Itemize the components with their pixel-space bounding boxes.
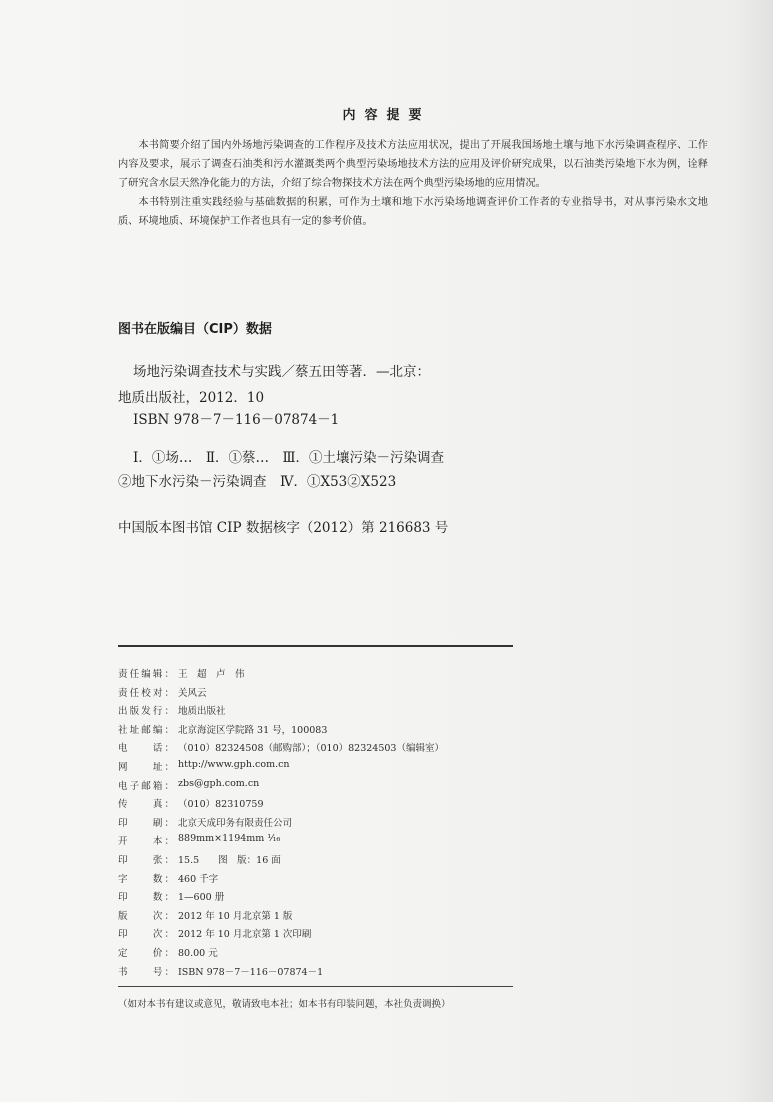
cip-record-number: 中国版本图书馆 CIP 数据核字（2012）第 216683 号 <box>118 520 449 536</box>
imprint-label: 社址邮编： <box>118 724 174 736</box>
scan-edge-shadow <box>733 0 773 1102</box>
imprint-value: （010）82310759 <box>178 799 264 811</box>
imprint-value: http://www.gph.com.cn <box>178 759 290 770</box>
imprint-value: 460 千字 <box>178 873 219 885</box>
imprint-row <box>118 964 323 982</box>
imprint-bottom-rule <box>118 986 513 987</box>
imprint-value: 北京天成印务有限责任公司 <box>178 817 293 829</box>
imprint-label: 版 次： <box>118 910 174 922</box>
imprint-row <box>118 852 281 870</box>
imprint-row <box>118 759 290 777</box>
cip-classification-line-1: Ⅰ．①场… Ⅱ．①蔡… Ⅲ．①土壤污染－污染调查 <box>133 450 445 466</box>
imprint-row <box>118 926 311 944</box>
imprint-label: 印 数： <box>118 892 174 904</box>
imprint-label: 印 次： <box>118 929 174 941</box>
imprint-value: 80.00 元 <box>178 948 218 959</box>
summary-text <box>118 136 708 231</box>
imprint-label: 印 张： <box>118 855 174 866</box>
imprint-value: （010）82324508（邮购部）；（010）82324503（编辑室） <box>178 743 444 755</box>
imprint-row <box>118 685 207 703</box>
imprint-row <box>118 889 224 907</box>
imprint-row <box>118 815 292 833</box>
imprint-row <box>118 908 292 926</box>
summary-paragraph-2: 本书特别注重实践经验与基础数据的积累，可作为土壤和地下水污染场地调查评价工作者的专业指导书，对从事污染水文地质、环境地质、环境保护工作者也具有一定的参考价值。 <box>118 197 708 227</box>
imprint-row <box>118 703 226 721</box>
imprint-label: 字 数： <box>118 873 174 885</box>
imprint-label: 电 话： <box>118 743 174 755</box>
imprint-row <box>118 666 245 684</box>
imprint-row <box>118 833 280 851</box>
cip-heading: 图书在版编目（CIP）数据 <box>118 322 272 337</box>
imprint-label: 开 本： <box>118 836 174 848</box>
summary-title: 内容提要 <box>342 108 431 123</box>
imprint-row <box>118 722 327 740</box>
imprint-label: 传 真： <box>118 799 174 811</box>
imprint-value: 1—600 册 <box>178 892 225 904</box>
imprint-top-rule <box>118 645 513 647</box>
summary-paragraph-1: 本书简要介绍了国内外场地污染调查的工作程序及技术方法应用状况，提出了开展我国场地土壤与地下水污染调查程序、工作内容及要求，展示了调查石油类和污水灌溉类两个典型污染场地技术方法的应用及评价研究成果，以石油类污染地下水为例，诠释了研究含水层天然净化能力的方法，介绍了综合物探技术方法在两个典型污染场地的应用情况。 <box>118 140 708 189</box>
imprint-value: 2012 年 10 月北京第 1 次印刷 <box>178 929 312 941</box>
cip-classification-line-2: ②地下水污染－污染调查 Ⅳ．①X53②X523 <box>118 474 397 490</box>
imprint-row <box>118 740 444 758</box>
imprint-row <box>118 945 218 963</box>
footnote: （如对本书有建议或意见，敬请致电本社；如本书有印装问题，本社负责调换） <box>118 999 451 1010</box>
imprint-value: 关风云 <box>178 687 207 699</box>
imprint-value: 地质出版社 <box>178 706 226 718</box>
imprint-label: 出版发行： <box>118 706 174 718</box>
cip-publisher-line: 地质出版社，2012．10 <box>118 390 265 406</box>
imprint-value: 889mm×1194mm ¹⁄₁₆ <box>178 833 281 845</box>
cip-isbn-line: ISBN 978－7－116－07874－1 <box>133 412 340 428</box>
imprint-row <box>118 778 259 796</box>
imprint-label: 网 址： <box>118 762 174 773</box>
imprint-value: 王 超 卢 伟 <box>178 669 245 680</box>
imprint-value: zbs@gph.com.cn <box>178 777 260 789</box>
imprint-label: 责任校对： <box>118 687 174 699</box>
imprint-label: 定 价： <box>118 948 174 959</box>
imprint-row <box>118 871 218 889</box>
imprint-label: 书 号： <box>118 966 174 978</box>
imprint-value: 15.5 图 版：16 面 <box>178 855 281 866</box>
imprint-label: 印 刷： <box>118 817 174 829</box>
imprint-label: 责任编辑： <box>118 669 174 680</box>
imprint-value: 2012 年 10 月北京第 1 版 <box>178 910 293 922</box>
imprint-label: 电子邮箱： <box>118 780 174 792</box>
cip-title-line: 场地污染调查技术与实践／蔡五田等著．—北京： <box>133 364 430 380</box>
imprint-row <box>118 796 264 814</box>
imprint-value: 北京海淀区学院路 31 号，100083 <box>178 724 328 736</box>
imprint-value: ISBN 978－7－116－07874－1 <box>178 966 324 978</box>
